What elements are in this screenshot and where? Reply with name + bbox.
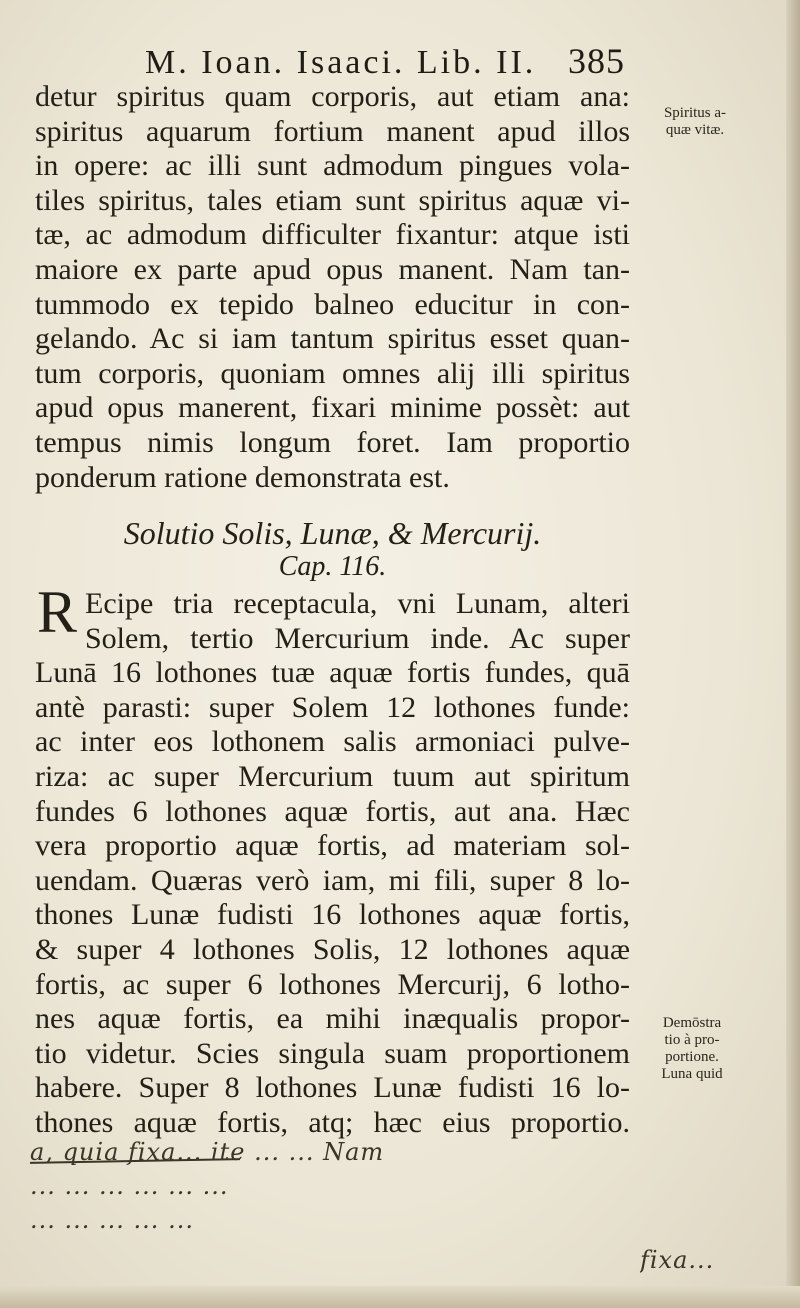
marginal-note-line: portione. [665,1049,719,1065]
text-line: thones Lunæ fudisti 16 lothones aquæ fortis, [35,898,630,932]
text-line: gelando. Ac si iam tantum spiritus esset quan- [35,322,630,356]
handwritten-note-line: ... ... ... ... ... [30,1206,194,1234]
running-head-title: M. Ioan. Isaaci. Lib. II. [145,44,537,81]
text-line: Ecipe tria receptacula, vni Lunam, alteri [85,587,630,620]
text-line: ac inter eos lothonem salis armoniaci pulve- [35,725,630,759]
text-line: thones aquæ fortis, atq; hæc eius proportio. [35,1105,630,1139]
running-head [145,40,625,80]
text-line: tum corporis, quoniam omnes alij illi spiritus [35,356,630,390]
text-line: tummodo ex tepido balneo educitur in con- [35,287,630,321]
marginal-note-line: Spiritus a- [663,105,727,121]
text-line: spiritus aquarum fortium manent apud illos [35,114,630,148]
text-line: tiles spiritus, tales etiam sunt spiritus aquæ vi- [35,183,630,217]
text-line: vera proportio aquæ fortis, ad materiam sol- [35,829,630,863]
chapter-label: Cap. 116. [278,551,387,582]
marginal-note-demonstratio [636,1015,748,1083]
text-line: riza: ac super Mercurium tuum aut spiritum [35,759,630,793]
text-line: apud opus manerent, fixari minime possèt: aut [35,391,630,425]
text-line: nes aquæ fortis, ea mihi inæqualis propor- [35,1002,630,1036]
page-edge-right [786,0,800,1308]
text-line: tempus nimis longum foret. Iam proportio [35,425,630,459]
text-line: Lunā 16 lothones tuæ aquæ fortis fundes, quā [35,656,630,690]
handwritten-note-line: a, quia fixa... ite ... ... Nam [30,1138,385,1166]
marginal-note-line: Demōstra [662,1015,722,1031]
text-line: habere. Super 8 lothones Lunæ fudisti 16 lo- [35,1071,630,1105]
text-line: uendam. Quæras verò iam, mi fili, super 8 lo- [35,863,630,897]
page-number: 385 [568,41,625,81]
marginal-note-line: quæ vitæ. [665,122,725,138]
page-edge-bottom [0,1286,800,1308]
text-line: fundes 6 lothones aquæ fortis, aut ana. Hæc [35,794,630,828]
text-line: tio videtur. Scies singula suam proportionem [35,1036,630,1070]
marginal-note-spiritus [640,105,750,139]
text-line: ponderum ratione demonstrata est. [35,460,450,494]
text-line: antè parasti: super Solem 12 lothones funde: [35,690,630,724]
text-line: in opere: ac illi sunt admodum pingues vola- [35,149,630,183]
drop-capital: R [37,579,78,645]
marginal-note-line: tio à pro- [664,1032,720,1048]
section-title: Solutio Solis, Lunæ, & Mercurij. [123,515,542,551]
text-line: Solem, tertio Mercurium inde. Ac super [85,621,630,655]
paragraph-1 [35,80,630,495]
text-line: fortis, ac super 6 lothones Mercurij, 6 lotho- [35,967,630,1001]
text-line: tæ, ac admodum difficulter fixantur: atque isti [35,218,630,252]
text-line: detur spiritus quam corporis, aut etiam ana: [35,80,630,113]
paragraph-2 [35,587,630,1141]
text-line: maiore ex parte apud opus manent. Nam tan- [35,252,630,286]
marginal-note-line: Luna quid [661,1066,723,1082]
handwritten-note-line: ... ... ... ... ... ... [30,1172,229,1200]
handwritten-note-line: fixa... [640,1246,715,1274]
text-line: & super 4 lothones Solis, 12 lothones aquæ [35,932,630,966]
